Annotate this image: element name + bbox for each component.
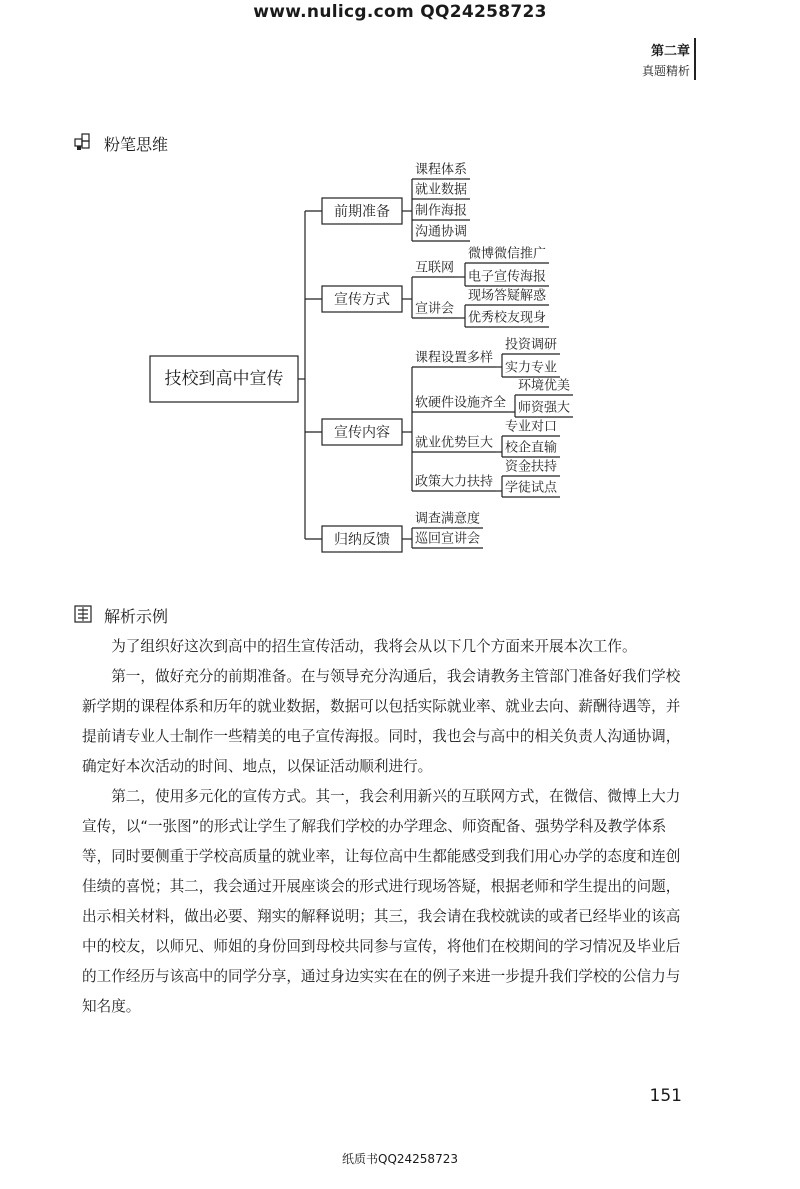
mindmap-sub-label: 软硬件设施齐全: [415, 395, 507, 411]
mindmap-leaf-label: 调查满意度: [415, 511, 481, 527]
mindmap-leaf-label: 微博微信推广: [468, 246, 547, 262]
mindmap-leaf-label: 电子宣传海报: [468, 269, 547, 285]
mindmap-leaf-label: 巡回宣讲会: [415, 531, 481, 547]
mindmap-leaf-label: 学徒试点: [505, 480, 558, 496]
mindmap-leaf-label: 沟通协调: [415, 224, 468, 240]
paragraph-first: 第一，做好充分的前期准备。在与领导充分沟通后，我会请教务主管部门准备好我们学校新学期的课程体系和历年的就业数据，数据可以包括实际就业率、就业去向、薪酬待遇等，并提前请专业人士制作一些精美的电子宣传海报。同时，我也会与高中的相关负责人沟通协调，确定好本次活动的时间、地点，以保证活动顺利进行。: [82, 668, 681, 775]
mindmap-leaf-label: 投资调研: [505, 337, 558, 353]
mindmap-leaf-label: 课程体系: [415, 162, 468, 178]
mindmap-sub-label: 互联网: [415, 260, 455, 276]
mindmap-leaf-label: 就业数据: [415, 182, 468, 198]
mindmap-sub-label: 就业优势巨大: [415, 435, 494, 451]
chapter-label: 第二章: [650, 44, 690, 59]
chalk-mind-icon: [74, 133, 92, 151]
body-text: [82, 632, 692, 1022]
mind-map: [0, 150, 800, 560]
mindmap-leaf-label: 专业对口: [505, 419, 558, 435]
watermark-top: www.nulicg.com QQ24258723: [253, 2, 547, 22]
mindmap-leaf-label: 制作海报: [415, 203, 468, 219]
mindmap-leaf-label: 现场答疑解惑: [468, 288, 547, 304]
mindmap-leaf-label: 校企直输: [505, 440, 558, 456]
mindmap-branch-label: 前期准备: [334, 204, 390, 220]
chapter-subtitle: 真题精析: [641, 64, 690, 78]
mindmap-sub-label: 课程设置多样: [415, 350, 494, 366]
mindmap-leaf-label: 环境优美: [518, 378, 571, 394]
paragraph-second: 第二，使用多元化的宣传方式。其一，我会利用新兴的互联网方式，在微信、微博上大力宣传，以“一张图”的形式让学生了解我们学校的办学理念、师资配备、强势学科及教学体系等，同时要侧重于学校高质量的就业率，让每位高中生都能感受到我们用心办学的态度和连创佳绩的喜悦；其二，我会通过开展座谈会的形式进行现场答疑，根据老师和学生提出的问题，出示相关材料，做出必要、翔实的解释说明；其三，我会请在我校就读的或者已经毕业的该高中的校友，以师兄、师姐的身份回到母校共同参与宣传，将他们在校期间的学习情况及毕业后的工作经历与该高中的同学分享，通过身边实实在在的例子来进一步提升我们学校的公信力与知名度。: [82, 788, 681, 1015]
paragraph-intro: 为了组织好这次到高中的招生宣传活动，我将会从以下几个方面来开展本次工作。: [111, 638, 637, 655]
mindmap-branch-label: 宣传方式: [334, 292, 390, 308]
mindmap-root-label: 技校到高中宣传: [164, 369, 284, 389]
mindmap-branch-label: 归纳反馈: [334, 532, 390, 548]
section-title-example: 解析示例: [104, 607, 169, 626]
mindmap-sub-label: 宣讲会: [415, 301, 455, 317]
mindmap-sub-label: 政策大力扶持: [415, 474, 494, 490]
header-divider: [694, 38, 696, 80]
watermark-bottom: 纸质书QQ24258723: [342, 1152, 458, 1166]
mindmap-leaf-label: 资金扶持: [505, 459, 558, 475]
page-number: 151: [649, 1086, 682, 1106]
mindmap-leaf-label: 优秀校友现身: [468, 310, 547, 326]
analysis-example-icon: [74, 605, 92, 623]
mindmap-branch-label: 宣传内容: [334, 425, 390, 441]
mindmap-leaf-label: 师资强大: [518, 400, 571, 416]
mindmap-leaf-label: 实力专业: [505, 360, 558, 376]
section-title-mindmap: 粉笔思维: [104, 135, 169, 154]
